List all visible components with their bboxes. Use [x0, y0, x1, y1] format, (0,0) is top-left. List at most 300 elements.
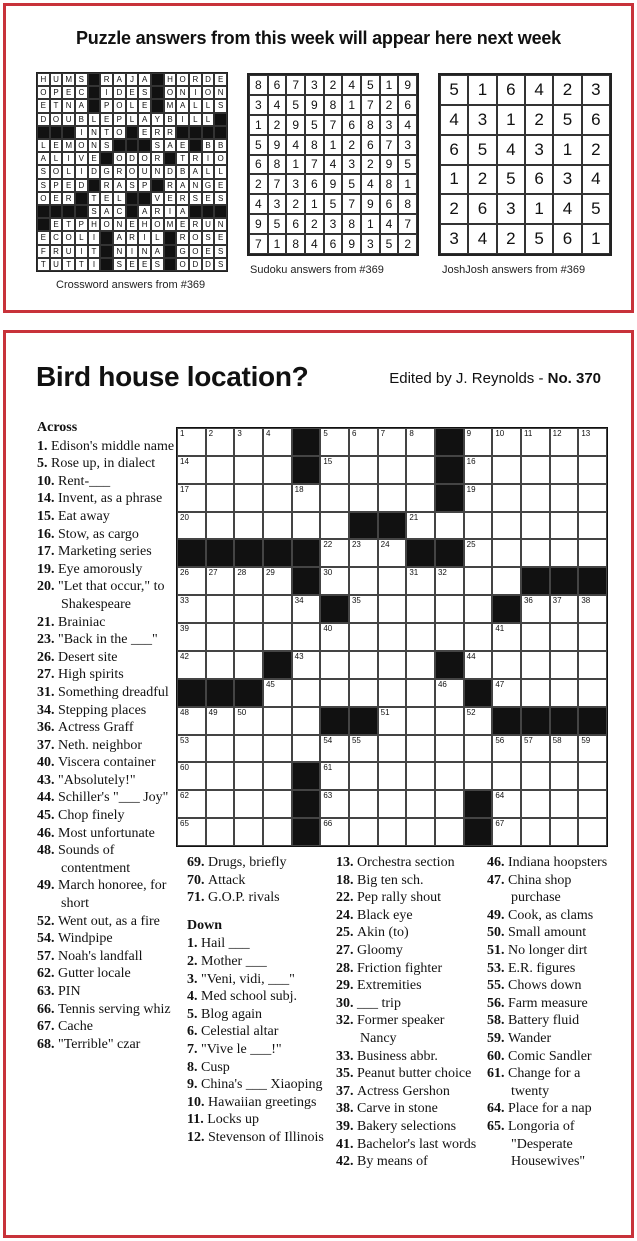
grid-square[interactable]: [234, 790, 263, 818]
answer-cell: [37, 218, 50, 231]
grid-square[interactable]: [435, 707, 464, 735]
square-number: 4: [265, 429, 271, 438]
answer-cell: A: [176, 205, 189, 218]
grid-square[interactable]: [177, 456, 206, 484]
clue-number: 37.: [37, 737, 58, 753]
grid-square[interactable]: [234, 623, 263, 651]
grid-square[interactable]: [492, 539, 521, 567]
grid-square[interactable]: [521, 818, 550, 846]
black-square: [464, 818, 493, 846]
grid-square[interactable]: [406, 595, 435, 623]
across-clue: [37, 508, 175, 526]
grid-square[interactable]: [206, 428, 235, 456]
grid-square[interactable]: [263, 818, 292, 846]
grid-square[interactable]: [320, 651, 349, 679]
grid-square[interactable]: [378, 790, 407, 818]
sudoku-cell: 3: [342, 155, 361, 175]
grid-square[interactable]: [550, 512, 579, 540]
grid-square[interactable]: [177, 623, 206, 651]
grid-square[interactable]: [320, 428, 349, 456]
grid-square[interactable]: [492, 484, 521, 512]
grid-square[interactable]: [550, 818, 579, 846]
across-clue: [37, 754, 175, 772]
answer-cell: Y: [151, 113, 164, 126]
grid-square[interactable]: [320, 484, 349, 512]
grid-square[interactable]: [177, 651, 206, 679]
answer-cell: T: [62, 258, 75, 271]
answer-cell: R: [176, 192, 189, 205]
clue-text: Cache: [58, 1019, 93, 1035]
grid-square[interactable]: [292, 512, 321, 540]
grid-square[interactable]: [349, 623, 378, 651]
square-number: 59: [581, 735, 591, 745]
grid-square[interactable]: [435, 679, 464, 707]
grid-square[interactable]: [464, 651, 493, 679]
square-number: 8: [409, 429, 414, 438]
grid-square[interactable]: [492, 679, 521, 707]
grid-square[interactable]: [406, 651, 435, 679]
grid-square[interactable]: [578, 818, 607, 846]
grid-square[interactable]: [521, 595, 550, 623]
grid-square[interactable]: [177, 567, 206, 595]
joshjosh-cell: 2: [440, 194, 468, 224]
grid-square[interactable]: [320, 512, 349, 540]
grid-square[interactable]: [492, 818, 521, 846]
grid-square[interactable]: [234, 428, 263, 456]
grid-square[interactable]: [550, 623, 579, 651]
grid-square[interactable]: [521, 790, 550, 818]
square-number: 39: [180, 624, 189, 634]
grid-square[interactable]: [550, 456, 579, 484]
down-clue: [487, 854, 617, 872]
grid-square[interactable]: [521, 539, 550, 567]
clue-text: Actress Gershon: [357, 1083, 450, 1099]
clue-text: Blog again: [201, 1006, 263, 1022]
sudoku-answer-grid: [247, 73, 419, 256]
grid-square[interactable]: [349, 595, 378, 623]
grid-square[interactable]: [378, 456, 407, 484]
grid-square[interactable]: [292, 651, 321, 679]
grid-square[interactable]: [550, 790, 579, 818]
grid-square[interactable]: [206, 567, 235, 595]
square-number: 58: [552, 735, 562, 745]
grid-square[interactable]: [177, 735, 206, 763]
grid-square[interactable]: [435, 567, 464, 595]
grid-square[interactable]: [578, 512, 607, 540]
down-clue: [487, 924, 617, 942]
grid-square[interactable]: [206, 456, 235, 484]
grid-square[interactable]: [578, 539, 607, 567]
square-number: 13: [581, 429, 591, 438]
grid-square[interactable]: [550, 428, 579, 456]
answer-cell: O: [176, 73, 189, 86]
grid-square[interactable]: [177, 484, 206, 512]
grid-square[interactable]: [521, 735, 550, 763]
crossword-grid: [176, 427, 608, 847]
grid-square[interactable]: [492, 512, 521, 540]
grid-square[interactable]: [578, 735, 607, 763]
down-clue: [487, 942, 617, 960]
clue-text: Noah's landfall: [58, 948, 143, 964]
grid-square[interactable]: [578, 428, 607, 456]
answer-cell: C: [75, 86, 88, 99]
clue-text: Battery fluid: [508, 1013, 580, 1029]
grid-square[interactable]: [492, 735, 521, 763]
answer-cell: E: [126, 218, 139, 231]
grid-square[interactable]: [263, 428, 292, 456]
grid-square[interactable]: [435, 790, 464, 818]
grid-square[interactable]: [464, 623, 493, 651]
grid-square[interactable]: [263, 595, 292, 623]
grid-square[interactable]: [292, 735, 321, 763]
answer-cell: P: [50, 179, 63, 192]
grid-square[interactable]: [435, 623, 464, 651]
grid-square[interactable]: [406, 707, 435, 735]
grid-square[interactable]: [349, 651, 378, 679]
grid-square[interactable]: [320, 790, 349, 818]
grid-square[interactable]: [464, 707, 493, 735]
answer-cell: V: [75, 152, 88, 165]
answer-cell: [138, 192, 151, 205]
black-square: [550, 567, 579, 595]
grid-square[interactable]: [521, 623, 550, 651]
grid-square[interactable]: [406, 456, 435, 484]
grid-square[interactable]: [578, 623, 607, 651]
square-number: 64: [495, 791, 505, 801]
grid-square[interactable]: [578, 762, 607, 790]
grid-square[interactable]: [292, 484, 321, 512]
sudoku-cell: 4: [361, 174, 380, 194]
grid-square[interactable]: [378, 428, 407, 456]
answer-cell: S: [113, 258, 126, 271]
grid-square[interactable]: [435, 818, 464, 846]
grid-square[interactable]: [320, 539, 349, 567]
answer-cell: T: [100, 126, 113, 139]
grid-square[interactable]: [406, 512, 435, 540]
grid-square[interactable]: [234, 484, 263, 512]
grid-square[interactable]: [349, 818, 378, 846]
grid-square[interactable]: [206, 623, 235, 651]
grid-square[interactable]: [578, 595, 607, 623]
grid-square[interactable]: [550, 679, 579, 707]
grid-square[interactable]: [406, 484, 435, 512]
clue-text: China shop purchase: [508, 872, 572, 906]
sudoku-cell: 2: [342, 135, 361, 155]
grid-square[interactable]: [521, 651, 550, 679]
grid-square[interactable]: [349, 567, 378, 595]
grid-square[interactable]: [349, 735, 378, 763]
answer-cell: [151, 179, 164, 192]
grid-square[interactable]: [378, 762, 407, 790]
grid-square[interactable]: [177, 512, 206, 540]
grid-square[interactable]: [406, 735, 435, 763]
sudoku-cell: 3: [324, 214, 343, 234]
down-clue: [336, 1048, 480, 1066]
answer-cell: N: [151, 165, 164, 178]
answer-cell: N: [62, 99, 75, 112]
grid-square[interactable]: [263, 735, 292, 763]
grid-square[interactable]: [492, 567, 521, 595]
answer-cell: A: [100, 205, 113, 218]
grid-square[interactable]: [435, 735, 464, 763]
grid-square[interactable]: [492, 428, 521, 456]
grid-square[interactable]: [406, 428, 435, 456]
grid-square[interactable]: [206, 651, 235, 679]
clue-text: Business abbr.: [357, 1048, 438, 1064]
sudoku-cell: 2: [268, 115, 287, 135]
grid-square[interactable]: [234, 567, 263, 595]
grid-square[interactable]: [234, 735, 263, 763]
grid-square[interactable]: [177, 818, 206, 846]
grid-square[interactable]: [378, 707, 407, 735]
grid-square[interactable]: [492, 651, 521, 679]
grid-square[interactable]: [378, 623, 407, 651]
grid-square[interactable]: [378, 651, 407, 679]
grid-square[interactable]: [521, 762, 550, 790]
grid-square[interactable]: [349, 428, 378, 456]
grid-square[interactable]: [349, 679, 378, 707]
grid-square[interactable]: [464, 539, 493, 567]
grid-square[interactable]: [464, 512, 493, 540]
grid-square[interactable]: [464, 484, 493, 512]
clue-number: 9.: [187, 1077, 201, 1093]
answer-cell: [50, 126, 63, 139]
clue-number: 68.: [37, 1036, 58, 1052]
sudoku-cell: 6: [286, 214, 305, 234]
clue-number: 23.: [37, 632, 58, 648]
sudoku-cell: 1: [249, 115, 268, 135]
black-square: [292, 539, 321, 567]
crossword-panel: [3, 330, 634, 1238]
grid-square[interactable]: [406, 818, 435, 846]
grid-square[interactable]: [578, 456, 607, 484]
grid-square[interactable]: [292, 679, 321, 707]
grid-square[interactable]: [406, 762, 435, 790]
grid-square[interactable]: [292, 707, 321, 735]
across-clue: [37, 455, 175, 473]
answer-cell: O: [100, 218, 113, 231]
answer-cell: R: [176, 231, 189, 244]
grid-square[interactable]: [292, 623, 321, 651]
square-number: 44: [466, 651, 476, 661]
grid-square[interactable]: [406, 790, 435, 818]
clue-text: Stow, as cargo: [58, 526, 139, 542]
grid-square[interactable]: [378, 595, 407, 623]
grid-square[interactable]: [378, 735, 407, 763]
answer-cell: I: [164, 205, 177, 218]
answer-cell: E: [126, 86, 139, 99]
grid-square[interactable]: [521, 679, 550, 707]
grid-square[interactable]: [521, 484, 550, 512]
grid-square[interactable]: [492, 790, 521, 818]
grid-square[interactable]: [378, 818, 407, 846]
grid-square[interactable]: [263, 484, 292, 512]
clue-number: 61.: [487, 1066, 508, 1082]
clue-number: 43.: [37, 772, 58, 788]
answer-cell: M: [164, 218, 177, 231]
grid-square[interactable]: [521, 512, 550, 540]
grid-square[interactable]: [234, 456, 263, 484]
grid-square[interactable]: [177, 595, 206, 623]
grid-square[interactable]: [521, 428, 550, 456]
square-number: 11: [523, 429, 533, 438]
answer-cell: E: [176, 218, 189, 231]
grid-square[interactable]: [206, 707, 235, 735]
square-number: 34: [294, 596, 304, 606]
grid-square[interactable]: [378, 679, 407, 707]
clue-text: Stevenson of Illinois: [208, 1129, 324, 1145]
grid-square[interactable]: [492, 456, 521, 484]
joshjosh-cell: 6: [440, 135, 468, 165]
answer-cell: U: [50, 258, 63, 271]
joshjosh-cell: 1: [525, 194, 553, 224]
grid-square[interactable]: [406, 567, 435, 595]
grid-square[interactable]: [378, 539, 407, 567]
answer-cell: I: [202, 152, 215, 165]
grid-square[interactable]: [578, 484, 607, 512]
answer-cell: H: [37, 73, 50, 86]
answer-cell: B: [164, 113, 177, 126]
grid-square[interactable]: [206, 818, 235, 846]
grid-square[interactable]: [550, 762, 579, 790]
grid-square[interactable]: [578, 679, 607, 707]
clue-text: "Terrible" czar: [58, 1036, 141, 1052]
black-square: [435, 428, 464, 456]
clue-text: Chop finely: [58, 808, 125, 824]
clue-number: 3.: [187, 971, 201, 987]
across-clue: [37, 983, 175, 1001]
grid-square[interactable]: [406, 679, 435, 707]
grid-square[interactable]: [206, 735, 235, 763]
clue-text: Gutter locale: [58, 966, 131, 982]
grid-square[interactable]: [234, 595, 263, 623]
answer-cell: [189, 205, 202, 218]
grid-square[interactable]: [464, 567, 493, 595]
grid-square[interactable]: [492, 623, 521, 651]
grid-square[interactable]: [464, 735, 493, 763]
answer-cell: [151, 73, 164, 86]
clue-number: 71.: [187, 890, 208, 906]
grid-square[interactable]: [206, 512, 235, 540]
grid-square[interactable]: [406, 623, 435, 651]
grid-square[interactable]: [550, 484, 579, 512]
answer-cell: O: [189, 245, 202, 258]
grid-square[interactable]: [464, 428, 493, 456]
grid-square[interactable]: [464, 762, 493, 790]
grid-square[interactable]: [550, 539, 579, 567]
grid-square[interactable]: [378, 567, 407, 595]
grid-square[interactable]: [320, 762, 349, 790]
grid-square[interactable]: [320, 567, 349, 595]
grid-square[interactable]: [550, 651, 579, 679]
grid-square[interactable]: [349, 539, 378, 567]
answer-cell: [126, 205, 139, 218]
joshjosh-answer-caption: JoshJosh answers from #369: [442, 264, 586, 276]
grid-square[interactable]: [435, 512, 464, 540]
square-number: 65: [180, 819, 189, 829]
grid-square[interactable]: [320, 735, 349, 763]
grid-square[interactable]: [464, 456, 493, 484]
grid-square[interactable]: [578, 651, 607, 679]
grid-square[interactable]: [521, 456, 550, 484]
grid-square[interactable]: [263, 567, 292, 595]
grid-square[interactable]: [234, 762, 263, 790]
sudoku-cell: 5: [324, 194, 343, 214]
black-square: [177, 679, 206, 707]
grid-square[interactable]: [320, 818, 349, 846]
grid-square[interactable]: [492, 762, 521, 790]
sudoku-cell: 7: [268, 174, 287, 194]
answer-cell: I: [138, 231, 151, 244]
answer-cell: T: [50, 99, 63, 112]
grid-square[interactable]: [464, 595, 493, 623]
square-number: 23: [351, 540, 361, 550]
grid-square[interactable]: [234, 707, 263, 735]
joshjosh-cell: 6: [525, 165, 553, 195]
answer-cell: H: [164, 73, 177, 86]
answer-cell: P: [138, 179, 151, 192]
grid-square[interactable]: [263, 623, 292, 651]
grid-square[interactable]: [177, 790, 206, 818]
across-clue: [37, 1001, 175, 1019]
grid-square[interactable]: [263, 512, 292, 540]
grid-square[interactable]: [320, 623, 349, 651]
black-square: [234, 539, 263, 567]
grid-square[interactable]: [263, 456, 292, 484]
grid-square[interactable]: [263, 790, 292, 818]
answer-cell: D: [88, 165, 101, 178]
grid-square[interactable]: [263, 707, 292, 735]
grid-square[interactable]: [435, 595, 464, 623]
square-number: 37: [552, 596, 562, 606]
answer-cell: D: [202, 73, 215, 86]
grid-square[interactable]: [349, 762, 378, 790]
grid-square[interactable]: [349, 790, 378, 818]
clue-text: Celestial altar: [201, 1024, 279, 1040]
answer-cell: L: [202, 165, 215, 178]
grid-square[interactable]: [206, 762, 235, 790]
grid-square[interactable]: [320, 456, 349, 484]
grid-square[interactable]: [177, 428, 206, 456]
answer-cell: [37, 205, 50, 218]
grid-square[interactable]: [177, 707, 206, 735]
clue-column-1: [37, 419, 175, 1053]
grid-square[interactable]: [234, 512, 263, 540]
square-number: 35: [351, 596, 361, 606]
grid-square[interactable]: [349, 456, 378, 484]
sudoku-cell: 7: [342, 194, 361, 214]
grid-square[interactable]: [206, 595, 235, 623]
grid-square[interactable]: [234, 651, 263, 679]
grid-square[interactable]: [206, 790, 235, 818]
grid-square[interactable]: [435, 762, 464, 790]
grid-square[interactable]: [550, 595, 579, 623]
grid-square[interactable]: [263, 762, 292, 790]
answer-cell: E: [202, 192, 215, 205]
grid-square[interactable]: [349, 484, 378, 512]
grid-square[interactable]: [206, 484, 235, 512]
grid-square[interactable]: [177, 762, 206, 790]
grid-square[interactable]: [578, 790, 607, 818]
grid-square[interactable]: [320, 679, 349, 707]
grid-square[interactable]: [234, 818, 263, 846]
black-square: [464, 790, 493, 818]
grid-square[interactable]: [263, 679, 292, 707]
grid-square[interactable]: [550, 735, 579, 763]
grid-square[interactable]: [378, 484, 407, 512]
grid-square[interactable]: [292, 595, 321, 623]
answer-cell: D: [126, 152, 139, 165]
